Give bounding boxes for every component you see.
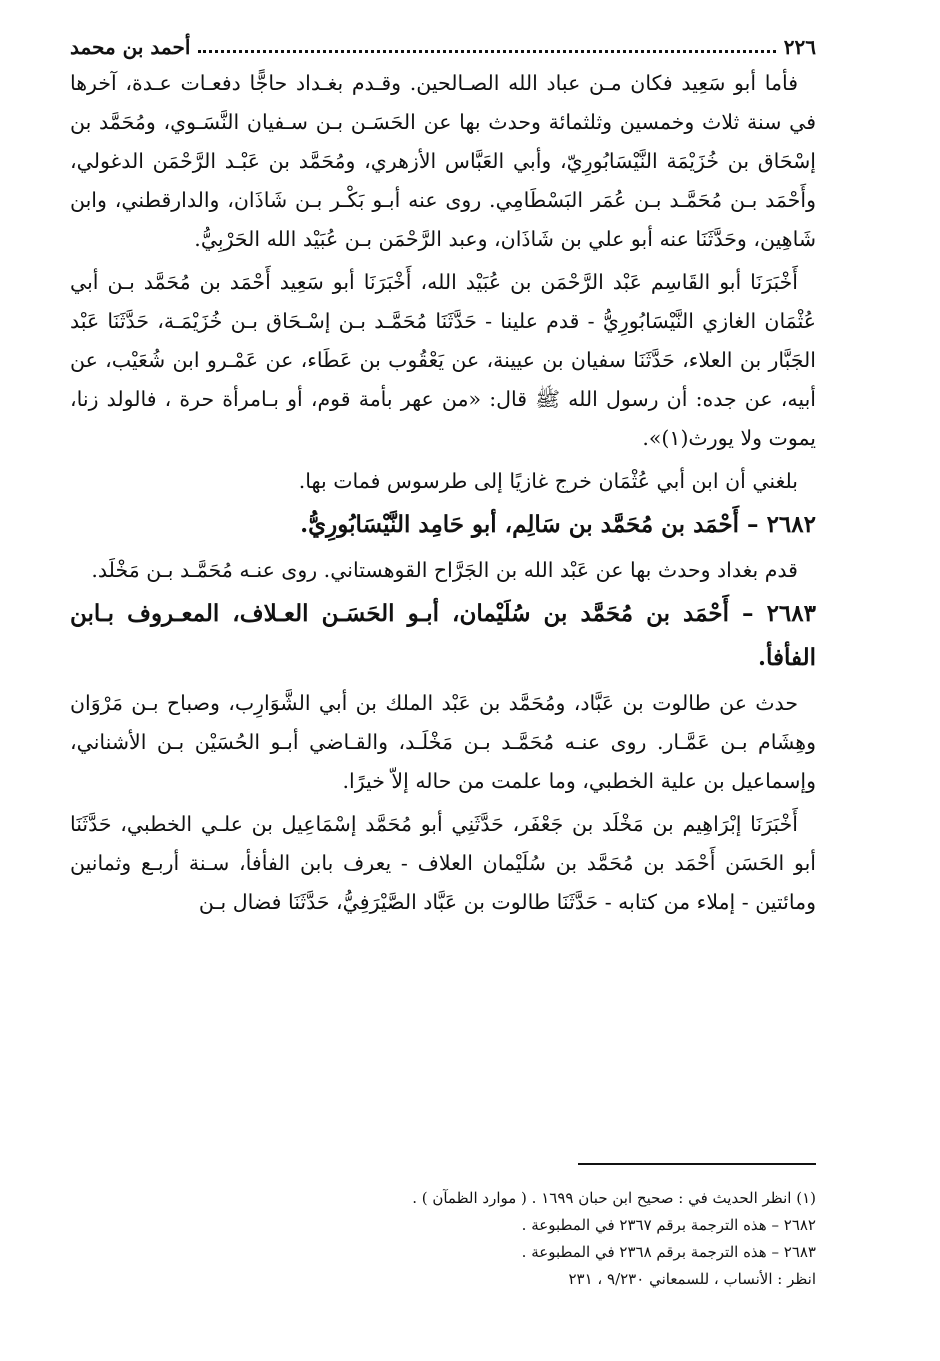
book-page [70,30,816,922]
page-header [70,30,816,62]
footnote-2682: ٢٦٨٢ – هذه الترجمة برقم ٢٣٦٧ في المطبوعة . [521,1216,816,1234]
death-note-paragraph: بلغني أن ابن أبي عُثْمَان خرج غازيًا إلى طرسوس فمات بها. [298,469,798,493]
entry-2683-paragraph-1: حدث عن طالوت بن عَبَّاد، ومُحَمَّد بن عَبْد الملك بن أبي الشَّوَارِب، وصباح بـن مَرْوَان وهِشَام بـن عَمَّـار. روى عنـه مُحَمَّـد بـن مَخْلَـد، والقـاضي أبـو الحُسَيْن بـن الأشناني، وإسماعيل بن علية الخطبي، وما علمت من حاله إلاّ خيرًا. [70,691,816,793]
entry-title-2682: ٢٦٨٢ – أَحْمَد بن مُحَمَّد بن سَالِم، أبو حَامِد النَّيْسَابُورِيُّ. [300,511,816,538]
entry-2683-paragraph-2: أَخْبَرَنَا إبْرَاهِيم بن مَخْلَد بن جَعْفَر، حَدَّثَنِي أبو مُحَمَّد إسْمَاعِيل بن علـي الخطبي، حَدَّثَنَا أبو الحَسَن أَحْمَد بن مُحَمَّد بن سُلَيْمان العلاف - يعرف بابن الفأفأ، سـنة أربـع وثمانين ومائتين - إملاء من كتابه - حَدَّثَنَا طالوت بن عَبَّاد الصَّيْرَفِيُّ، حَدَّثَنَا فضال بـن [70,812,816,914]
footnote-1: (١) انظر الحديث في : صحيح ابن حبان ١٦٩٩ . ( موارد الظمآن ) . [412,1189,816,1207]
page-number: ٢٢٦ [783,35,816,59]
footnote-separator [578,1163,816,1165]
footnote-reference: انظر : الأنساب ، للسمعاني ٩/٢٣٠ ، ٢٣١ [568,1270,816,1288]
header-dotted-leader [198,50,775,53]
hadith-paragraph: أَخْبَرَنَا أبو القَاسِم عَبْد الرَّحْمَن بن عُبَيْد الله، أَخْبَرَنَا أبو سَعِيد أَحْمَد بن مُحَمَّد بـن أبي عُثْمَان الغازي النَّيْسَابُورِيُّ - قدم علينا - حَدَّثَنَا مُحَمَّـد بـن إسْـحَاق بـن خُزَيْمَـة، حَدَّثَنَا عَبْد الجَبَّار بن العلاء، حَدَّثَنَا سفيان بن عيينة، عن يَعْقُوب بن عَطَاء، عن عَمْـرو ابن شُعَيْب، عن أبيه، عن جده: أن رسول الله ﷺ قال: «من عهر بأمة قوم، أو بـامرأة حرة ، فالولد زنا، يموت ولا يورث(١)». [70,270,816,450]
running-title: أحمد بن محمد [70,35,191,59]
footnote-2683: ٢٦٨٣ – هذه الترجمة برقم ٢٣٦٨ في المطبوعة . [521,1243,816,1261]
entry-2682-paragraph: قدم بغداد وحدث بها عن عَبْد الله بن الجَرَّاح القوهستاني. روى عنـه مُحَمَّـد بـن مَخْلَد. [91,558,798,582]
footnotes [240,1185,816,1293]
entry-title-2683: ٢٦٨٣ – أَحْمَد بن مُحَمَّد بن سُلَيْمان، أبـو الحَسَـن العـلاف، المعـروف بـابن الفأفأ. [70,600,816,671]
biography-paragraph-1: فأما أبو سَعِيد فكان مـن عباد الله الصـالحين. وقـدم بغـداد حاجًّا دفعـات عـدة، آخرها في سنة ثلاث وخمسين وثلثمائة وحدث بها عن الحَسَـن بـن سـفيان النَّسَـوي، ومُحَمَّد بن إسْحَاق بن خُزَيْمَة النَّيْسَابُورِيّ، وأبي العَبَّاس الأزهري، ومُحَمَّد بن عَبْـد الرَّحْمَن الدغولي، وأَحْمَد بـن مُحَمَّـد بـن عُمَر البَسْطَامِي. روى عنه أبـو بَكْـر بـن شَاذَان، والدارقطني، وابن شَاهِين، وحَدَّثَنَا عنه أبو علي بن شَاذَان، وعبد الرَّحْمَن بـن عُبَيْد الله الحَرْبِيُّ. [70,71,816,251]
